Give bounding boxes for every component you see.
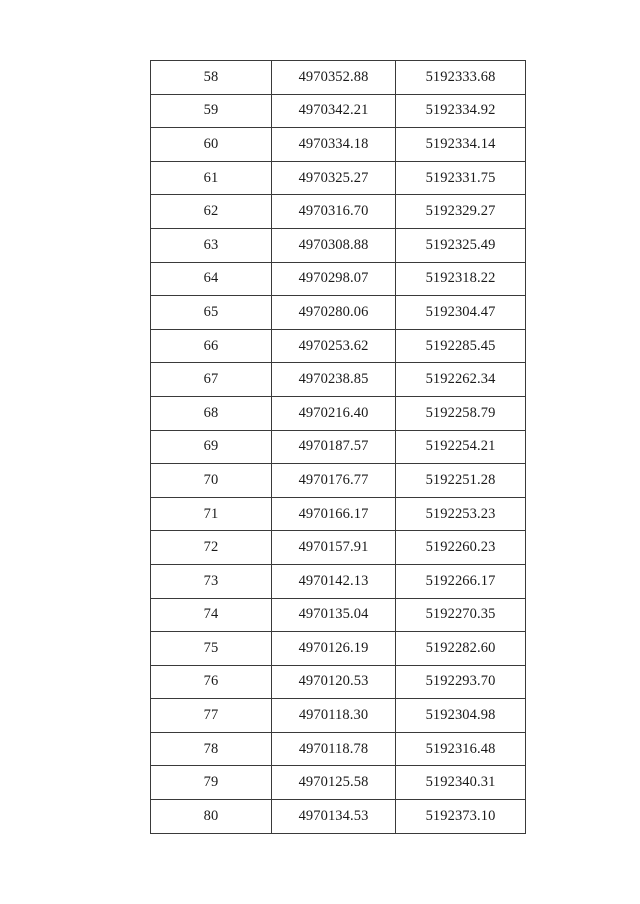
y-coordinate-cell: 5192262.34 <box>396 363 526 397</box>
table-row <box>151 296 526 330</box>
table-row <box>151 598 526 632</box>
point-number-cell: 71 <box>151 497 272 531</box>
x-coordinate-cell: 4970125.58 <box>272 766 396 800</box>
x-coordinate-cell: 4970142.13 <box>272 564 396 598</box>
x-coordinate-cell: 4970187.57 <box>272 430 396 464</box>
table-row <box>151 665 526 699</box>
x-coordinate-cell: 4970118.30 <box>272 699 396 733</box>
coordinate-table-body <box>151 61 526 834</box>
point-number-cell: 77 <box>151 699 272 733</box>
coordinate-table <box>150 60 526 834</box>
y-coordinate-cell: 5192270.35 <box>396 598 526 632</box>
y-coordinate-cell: 5192285.45 <box>396 329 526 363</box>
point-number-cell: 69 <box>151 430 272 464</box>
point-number-cell: 59 <box>151 94 272 128</box>
x-coordinate-cell: 4970157.91 <box>272 531 396 565</box>
x-coordinate-cell: 4970325.27 <box>272 161 396 195</box>
table-row <box>151 195 526 229</box>
table-row <box>151 497 526 531</box>
x-coordinate-cell: 4970253.62 <box>272 329 396 363</box>
y-coordinate-cell: 5192329.27 <box>396 195 526 229</box>
table-row <box>151 564 526 598</box>
x-coordinate-cell: 4970238.85 <box>272 363 396 397</box>
table-row <box>151 800 526 834</box>
y-coordinate-cell: 5192318.22 <box>396 262 526 296</box>
table-row <box>151 94 526 128</box>
x-coordinate-cell: 4970134.53 <box>272 800 396 834</box>
point-number-cell: 60 <box>151 128 272 162</box>
x-coordinate-cell: 4970166.17 <box>272 497 396 531</box>
x-coordinate-cell: 4970342.21 <box>272 94 396 128</box>
point-number-cell: 79 <box>151 766 272 800</box>
x-coordinate-cell: 4970118.78 <box>272 732 396 766</box>
y-coordinate-cell: 5192258.79 <box>396 396 526 430</box>
x-coordinate-cell: 4970308.88 <box>272 228 396 262</box>
y-coordinate-cell: 5192282.60 <box>396 632 526 666</box>
point-number-cell: 75 <box>151 632 272 666</box>
table-row <box>151 363 526 397</box>
table-row <box>151 396 526 430</box>
y-coordinate-cell: 5192260.23 <box>396 531 526 565</box>
table-row <box>151 262 526 296</box>
y-coordinate-cell: 5192304.47 <box>396 296 526 330</box>
x-coordinate-cell: 4970216.40 <box>272 396 396 430</box>
y-coordinate-cell: 5192253.23 <box>396 497 526 531</box>
x-coordinate-cell: 4970298.07 <box>272 262 396 296</box>
point-number-cell: 70 <box>151 464 272 498</box>
point-number-cell: 67 <box>151 363 272 397</box>
x-coordinate-cell: 4970135.04 <box>272 598 396 632</box>
y-coordinate-cell: 5192373.10 <box>396 800 526 834</box>
x-coordinate-cell: 4970176.77 <box>272 464 396 498</box>
table-row <box>151 430 526 464</box>
x-coordinate-cell: 4970352.88 <box>272 61 396 95</box>
x-coordinate-cell: 4970280.06 <box>272 296 396 330</box>
table-row <box>151 161 526 195</box>
table-row <box>151 128 526 162</box>
y-coordinate-cell: 5192293.70 <box>396 665 526 699</box>
y-coordinate-cell: 5192316.48 <box>396 732 526 766</box>
point-number-cell: 68 <box>151 396 272 430</box>
point-number-cell: 66 <box>151 329 272 363</box>
point-number-cell: 74 <box>151 598 272 632</box>
x-coordinate-cell: 4970120.53 <box>272 665 396 699</box>
point-number-cell: 61 <box>151 161 272 195</box>
point-number-cell: 65 <box>151 296 272 330</box>
point-number-cell: 78 <box>151 732 272 766</box>
y-coordinate-cell: 5192333.68 <box>396 61 526 95</box>
y-coordinate-cell: 5192266.17 <box>396 564 526 598</box>
point-number-cell: 72 <box>151 531 272 565</box>
point-number-cell: 62 <box>151 195 272 229</box>
point-number-cell: 63 <box>151 228 272 262</box>
table-row <box>151 766 526 800</box>
point-number-cell: 80 <box>151 800 272 834</box>
y-coordinate-cell: 5192254.21 <box>396 430 526 464</box>
y-coordinate-cell: 5192331.75 <box>396 161 526 195</box>
table-row <box>151 531 526 565</box>
table-row <box>151 228 526 262</box>
table-row <box>151 632 526 666</box>
y-coordinate-cell: 5192304.98 <box>396 699 526 733</box>
y-coordinate-cell: 5192340.31 <box>396 766 526 800</box>
point-number-cell: 73 <box>151 564 272 598</box>
y-coordinate-cell: 5192325.49 <box>396 228 526 262</box>
y-coordinate-cell: 5192334.92 <box>396 94 526 128</box>
table-row <box>151 464 526 498</box>
table-row <box>151 329 526 363</box>
y-coordinate-cell: 5192251.28 <box>396 464 526 498</box>
table-row <box>151 732 526 766</box>
x-coordinate-cell: 4970126.19 <box>272 632 396 666</box>
point-number-cell: 64 <box>151 262 272 296</box>
x-coordinate-cell: 4970334.18 <box>272 128 396 162</box>
table-row <box>151 61 526 95</box>
point-number-cell: 58 <box>151 61 272 95</box>
y-coordinate-cell: 5192334.14 <box>396 128 526 162</box>
x-coordinate-cell: 4970316.70 <box>272 195 396 229</box>
table-row <box>151 699 526 733</box>
point-number-cell: 76 <box>151 665 272 699</box>
